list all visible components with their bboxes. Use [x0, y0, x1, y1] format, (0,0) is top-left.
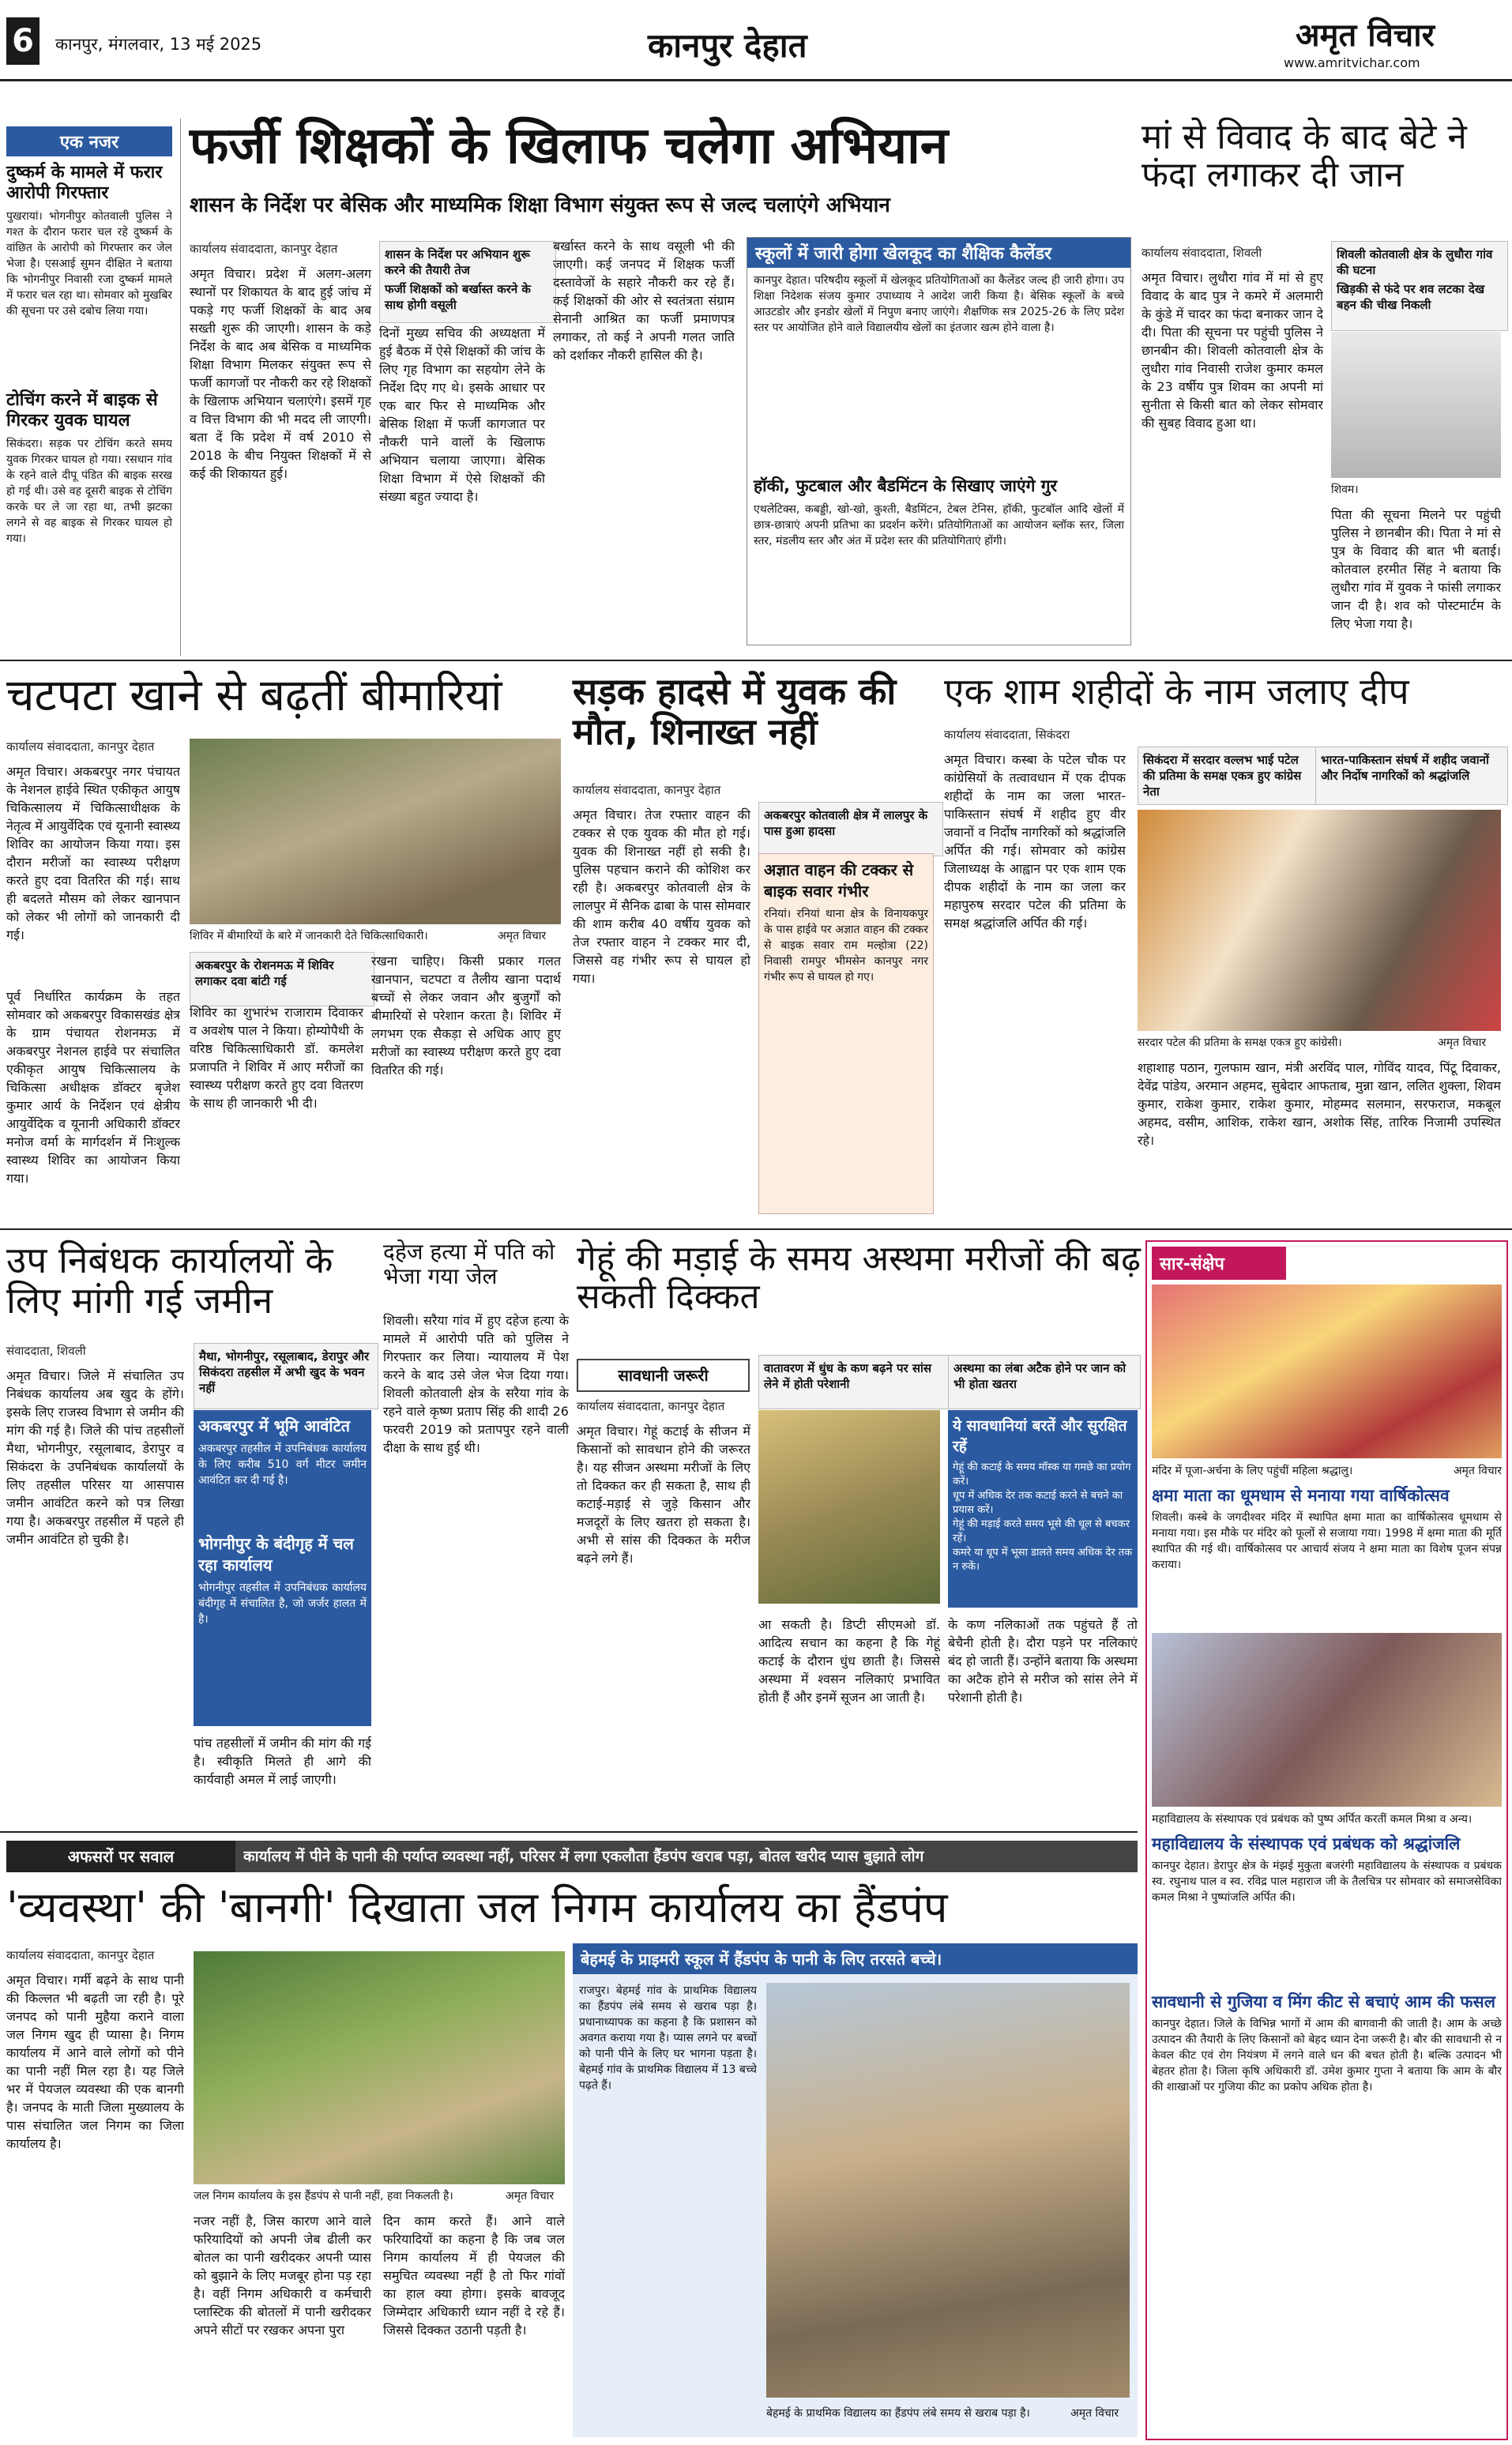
asthma-body-3: के कण नलिकाओं तक पहुंचते हैं तो बेचैनी होती है। दौरा पड़ने पर नलिकाएं बंद हो जाती हैं। उन्होंने बताया कि अस्थमा का अटैक होने से मरीज को सांस लेने में परेशानी होती है।: [948, 1617, 1138, 1705]
water-tag: अफसरों पर सवाल: [6, 1841, 235, 1872]
box-headline: अकबरपुर में भूमि आवंटित: [198, 1416, 351, 1435]
bullet-item: फर्जी शिक्षकों को बर्खास्त करने के साथ होगी वसूली: [385, 282, 531, 312]
bullet-item: शिवली कोतवाली क्षेत्र के लुधौरा गांव की घटना: [1337, 247, 1493, 277]
website-link[interactable]: www.amritvichar.com: [1284, 55, 1420, 70]
lead-col1: अमृत विचार। प्रदेश में अलग-अलग स्थानों पर शिकायत के बाद हुई जांच में पकड़े गए फर्जी शिक्षकों के बाद अब सख्ती शुरू की जाएगी। शासन के कड़े निर्देश के बाद अब बेसिक व माध्यमिक शिक्षा विभाग मिलकर संयुक्त रूप से फर्जी कागजों पर नौकरी कर रहे शिक्षकों के खिलाफ अभियान चलाएंगे। इसमें गृह व वित्त विभाग की भी मदद ली जाएगी। बता दें कि प्रदेश में वर्ष 2010 से 2018 के बीच नियुक्त शिक्षकों में से कई की शिकायत हुई।: [190, 266, 371, 481]
asthma-headline: गेहूं की मड़ाई के समय अस्थमा मरीजों की बढ़ सकती दिक्कत: [577, 1239, 1141, 1318]
water-strip-text: कार्यालय में पीने के पानी की पर्याप्त व्यवस्था नहीं, परिसर में लगा एकलौता हैंडपंप खराब पड़ा, बोतल खरीद प्यास बुझाते लोग: [243, 1848, 924, 1865]
attendee-names: शहाशाह पठान, गुलफाम खान, मंत्री अरविंद पाल, गोविंद यादव, पिंटू दिवाकर, देवेंद्र पांडेय, अरमान अहमद, सुबेदार आफताब, मुन्ना खान, ललित शुक्ला, शिवम कुमार, राकेश कुमार, राकेश कुमार, मोहम्मद सलमान, सरफराज, मकबूल अहमद, वसीम, आशिक, राकेश खान, अशोक सिंह, तारिक निजामी उपस्थित रहे।: [1138, 1060, 1501, 1148]
lead-bullet-box: [379, 241, 556, 323]
brief-body: पुखरायां। भोगनीपुर कोतवाली पुलिस ने गश्त के दौरान फरार चल रहे दुष्कर्म के वांछित के आरोपी को गिरफ्तार कर जेल भेजा है। एसआई सुमन दीक्षित ने बताया कि भोगनीपुर निवासी रजा दुष्कर्म मामले में फरार चल रहा था। सोमवार को मुखबिर की सूचना पर उसे दबोच लिया गया।: [6, 210, 172, 318]
mother-bullet-box: [1331, 241, 1508, 331]
mother-body-2: पिता की सूचना मिलने पर पहुंची पुलिस ने छानबीन की। पिता ने मां से पुत्र के विवाद की बात भी बताई। कोतवाल हरमीत सिंह ने बताया कि लुधौरा गांव में युवक ने फांसी लगाकर जान दी है। शव को पोस्टमार्टम के लिए भेजा गया है।: [1331, 507, 1501, 631]
martyrs-body: अमृत विचार। कस्बा के पटेल चौक पर कांग्रेसियों के तत्वावधान में एक दीपक शहीदों के नाम का जला भारत-पाकिस्तान संघर्ष में शहीद हुए वीर जवानों व निर्दोष नागरिकों को श्रद्धांजलि अर्पित की गई। सोमवार को कांग्रेस जिलाध्यक्ष के आह्वान पर एक शाम एक दीपक शहीदों के नाम का जला कर महापुरुष सरदार पटेल की प्रतिमा के समक्ष श्रद्धांजलि अर्पित की गई।: [944, 752, 1126, 931]
bullet-item: शासन के निर्देश पर अभियान शुरू करने की तैयारी तेज: [385, 247, 530, 277]
photo-caption: शिविर में बीमारियों के बारे में जानकारी देते चिकित्साधिकारी।: [190, 930, 428, 942]
edition-date: कानपुर, मंगलवार, 13 मई 2025: [55, 35, 262, 54]
accident-body: अमृत विचार। तेज रफ्तार वाहन की टक्कर से एक युवक की मौत हो गई। युवक की शिनाख्त नहीं हो सकी है। पुलिस पहचान कराने की कोशिश कर रही है। अकबरपुर कोतवाली क्षेत्र के लालपुर में सैनिक ढाबा के पास सोमवार की शाम करीब 40 वर्षीय युवक को तेज रफ्तार वाहन ने टक्कर मार दी, जिससे वह गंभीर रूप से घायल हो गया।: [573, 807, 750, 986]
box-headline: भोगनीपुर के बंदीगृह में चल रहा कार्यालय: [198, 1534, 354, 1574]
byline: कार्यालय संवाददाता, कानपुर देहात: [6, 1948, 155, 1962]
camp-photo: [190, 739, 561, 924]
water-body: अमृत विचार। गर्मी बढ़ने के साथ पानी की किल्लत भी बढ़ती जा रही है। पूरे जनपद को पानी मुहैया कराने वाला जल निगम खुद ही प्यासा है। निगम कार्यालय में आने वाले लोगों को पीने का पानी नहीं मिल रहा है। यह जिले भर में पेयजल व्यवस्था की एक बानगी है। जनपद के माती जिला मुख्यालय के पास संचालित जल निगम का जिला कार्यालय है।: [6, 1973, 184, 2151]
sports-calendar-box: [747, 237, 1131, 645]
college-photo: [1152, 1633, 1502, 1807]
byline: कार्यालय संवाददाता, कानपुर देहात: [190, 242, 338, 256]
chatpata-col3: शिविर का शुभारंभ राजाराम दिवाकर व अवशेष पाल ने किया। होम्योपैथी के वरिष्ठ चिकित्साधिकारी डॉ. कमलेश प्रजापति ने शिविर में आए मरीजों का स्वास्थ्य परीक्षण करते हुए दवा वितरण के साथ ही जानकारी भी दी।: [190, 1005, 363, 1111]
column-divider: [180, 118, 181, 656]
dowry-body: शिवली। सरैया गांव में हुए दहेज हत्या के मामले में आरोपी पति को पुलिस ने गिरफ्तार कर लिया। न्यायालय में पेश करने के बाद उसे जेल भेज दिया गया। शिवली कोतवाली क्षेत्र के सरैया गांव के रहने वाले कृष्ण प्रताप सिंह की शादी 26 फरवरी 2019 को प्रतापपुर रहने वाली दीक्षा के साथ हुई थी।: [383, 1313, 569, 1455]
sports-subhead: हॉकी, फुटबाल और बैडमिंटन के सिखाए जाएंगे गुर: [754, 476, 1058, 495]
saar-sankshep-box: [1145, 1240, 1508, 2440]
accident-side-box: [758, 853, 934, 1214]
accident-headline: सड़क हादसे में युवक की मौत, शिनाख्त नहीं: [573, 670, 897, 753]
water-col2: नजर नहीं है, जिस कारण आने वाले फरियादियों को अपनी जेब ढीली कर बोतल का पानी खरीदकर अपनी प्यास को बुझाने के लिए मजबूर होना पड़ रहा है। वहीं निगम अधिकारी व कर्मचारी प्लास्टिक की बोतलों में पानी खरीदकर अपने सीटों पर रखकर अपना पुरा: [194, 2214, 371, 2338]
brief-body: कानपुर देहात। डेरापुर क्षेत्र के मंझई मुकुता बजरंगी महाविद्यालय के संस्थापक व प्रबंधक स्व. रघुनाथ पाल व स्व. रविद्र पाल महाराज जी के तैलचित्र पर सोमवार को समाजसेविका कमल मिश्रा ने पुष्पांजलि अर्पित की।: [1152, 1860, 1502, 1904]
chatpata-col2: रखना चाहिए। किसी प्रकार गलत खानपान, चटपटा व तैलीय खाना पदार्थ बच्चों से लेकर जवान और बुजुर्गों को बीमारियों से परेशान करता है। शिविर में लगभग एक सैकड़ा से अधिक आए हुए मरीजों का स्वास्थ्य परीक्षण करते हुए दवा वितरित की गई।: [371, 954, 561, 1078]
brief-body: सिकंदरा। सड़क पर टोचिंग करते समय युवक गिरकर घायल हो गया। रसधान गांव के रहने वाले दीपू पंडित की बाइक सरख हो गई थी। उसे वह दूसरी बाइक से टोचिंग करके घर ले जा रहा था, तभी झटका लगने से वह बाइक से गिरकर घायल हो गया।: [6, 438, 172, 545]
chatpata-headline: चटपटा खाने से बढ़तीं बीमारियां: [6, 670, 502, 721]
tip-item: धूप में अधिक देर तक कटाई करने से बचने का प्रयास करें।: [953, 1490, 1123, 1516]
brief-headline: टोचिंग करने में बाइक से गिरकर युवक घायल: [6, 390, 158, 431]
registrar-tail: पांच तहसीलों में जमीन की मांग की गई है। स्वीकृति मिलते ही आगे की कार्यवाही अमल में लाई जाएगी।: [194, 1736, 371, 1787]
photo-caption: सरदार पटेल की प्रतिमा के समक्ष एकत्र हुए कांग्रेसी।: [1138, 1036, 1342, 1049]
handpump-photo: [194, 1951, 565, 2184]
section-divider: [0, 1831, 1138, 1833]
section-divider: [0, 1228, 1512, 1230]
photo-credit: अमृत विचार: [506, 2190, 555, 2202]
photo-caption: शिवम।: [1331, 483, 1359, 496]
martyrs-bullet: भारत-पाकिस्तान संघर्ष में शहीद जवानों और निर्दोष नागरिकों को श्रद्धांजलि: [1315, 747, 1508, 805]
accident-bullet: अकबरपुर कोतवाली क्षेत्र में लालपुर के पास हुआ हादसा: [758, 802, 943, 856]
photo-caption: मंदिर में पूजा-अर्चना के लिए पहुंचीं महिला श्रद्धालु।: [1152, 1465, 1353, 1477]
bullet-item: खिड़की से फंदे पर शव लटका देख बहन की चीख निकली: [1337, 282, 1485, 312]
registrar-bullet: मैथा, भोगनीपुर, रसूलाबाद, डेरापुर और सिकंदरा तहसील में अभी खुद के भवन नहीं: [194, 1343, 378, 1409]
tip-item: कमरे या धूप में भूसा डालते समय अधिक देर तक न रुकें।: [953, 1547, 1133, 1573]
asthma-bullet: अस्थमा का लंबा अटैक होने पर जान को भी होता खतरा: [948, 1355, 1141, 1409]
lead-col2: दिनों मुख्य सचिव की अध्यक्षता में हुई बैठक में ऐसे शिक्षकों की जांच के लिए गृह विभाग का सहयोग लेने के निर्देश दिए गए थे। इसके आधार पर एक बार फिर से माध्यमिक और बेसिक शिक्षा में फर्जी कागजात पर नौकरी पाने वालों के खिलाफ अभियान चलाया जाएगा। बेसिक शिक्षा विभाग में ऐसे शिक्षकों की संख्या बहुत ज्यादा है।: [379, 325, 545, 504]
school-photo: [766, 1983, 1130, 2398]
tribute-photo: [1138, 810, 1501, 1031]
tips-list: [948, 1461, 1138, 1574]
caption-row: [1152, 1463, 1502, 1478]
byline: कार्यालय संवाददाता, कानपुर देहात: [577, 1399, 725, 1413]
box-body: अकबरपुर तहसील में उपनिबंधक कार्यालय के लिए करीब 510 वर्ग मीटर जमीन आवंटित कर दी गई है।: [198, 1443, 367, 1487]
brief-headline: महाविद्यालय के संस्थापक एवं प्रबंधक को श्रद्धांजलि: [1152, 1834, 1461, 1853]
tips-headline: ये सावधानियां बरतें और सुरक्षित रहें: [953, 1417, 1127, 1455]
harvest-photo: [758, 1410, 940, 1604]
mother-headline: मां से विवाद के बाद बेटे ने फंदा लगाकर दी जान: [1142, 117, 1467, 196]
water-strip: [6, 1841, 1138, 1872]
lead-headline: फर्जी शिक्षकों के खिलाफ चलेगा अभियान: [190, 117, 949, 175]
saar-tag: सार-संक्षेप: [1152, 1247, 1286, 1280]
byline: कार्यालय संवाददाता, शिवली: [1142, 246, 1262, 260]
tip-item: गेहूं की कटाई के समय मॉस्क या गमछे का प्रयोग करें।: [953, 1461, 1131, 1488]
photo-credit: अमृत विचार: [1453, 1465, 1502, 1477]
school-handpump-box: [573, 1943, 1138, 2437]
brief-headline: क्षमा माता का धूमधाम से मनाया गया वार्षिकोत्सव: [1152, 1486, 1450, 1505]
masthead-logo: अमृत विचार: [1296, 17, 1435, 54]
sports-body-2: एथलेटिक्स, कबड्डी, खो-खो, कुश्ती, बैडमिंटन, टेबल टेनिस, हॉकी, फुटबॉल आदि खेलों में छात्र-छात्राएं अपनी प्रतिभा का प्रदर्शन करेंगे। प्रतियोगिताओं का आयोजन ब्लॉक स्तर, जिला स्तर, मंडलीय स्तर और अंत में प्रदेश स्तर की प्रतियोगिताएं होंगी।: [754, 503, 1124, 547]
water-col3: दिन काम करते हैं। आने वाले फरियादियों का कहना है कि जब जल निगम कार्यालय में ही पेयजल की समुचित व्यवस्था नहीं है तो फिर गांवों का हाल क्या होगा। इसके बावजूद जिम्मेदार अधिकारी ध्यान नहीं दे रहे हैं। जिससे दिक्कत उठानी पड़ती है।: [383, 2214, 565, 2338]
asthma-bullet: वातावरण में धुंध के कण बढ़ने पर सांस लेने में होती परेशानी: [758, 1355, 951, 1409]
brief-headline: सावधानी से गुजिया व मिंग कीट से बचाएं आम की फसल: [1152, 1992, 1495, 2011]
dowry-headline: दहेज हत्या में पति को भेजा गया जेल: [383, 1239, 555, 1289]
box-body: भोगनीपुर तहसील में उपनिबंधक कार्यालय बंदीगृह में संचालित है, जो जर्जर हालत में है।: [198, 1582, 367, 1626]
tips-box: [948, 1410, 1138, 1608]
chatpata-body-b: पूर्व निर्धारित कार्यक्रम के तहत सोमवार को अकबरपुर विकासखंड क्षेत्र के ग्राम पंचायत रोशनमऊ में अकबरपुर नेशनल हाईवे पर संचालित एकीकृत आयुष चिकित्सालय के चिकित्सा अधीक्षक डॉक्टर बृजेश कुमार आर्य के निर्देशन एवं क्षेत्रीय आयुर्वेदिक व यूनानी अधिकारी डॉक्टर मनोज वर्मा के मार्गदर्शन में निःशुल्क स्वास्थ्य शिविर का आयोजन किया गया।: [6, 989, 180, 1186]
brief-body: कानपुर देहात। जिले के विभिन्न भागों में आम की बागवानी की जाती है। आम के अच्छे उत्पादन की तैयारी के लिए किसानों को बेहद ध्यान देना जरूरी है। बौर की सावधानी से न केवल कीट एवं रोग नियंत्रण में लगने वाले धन की बचत होती है। बल्कि उत्पादन भी बेहतर होता है। जिला कृषि अधिकारी डॉ. उमेश कुमार गुप्ता ने बताया कि आम के बौर की शाखाओं पर गुजिया कीट का प्रकोप अधिक होता है।: [1152, 2018, 1502, 2093]
tip-item: गेहूं की मड़ाई करते समय भूसे की धूल से बचकर रहें।: [953, 1518, 1130, 1544]
ek-nazar-column: [6, 126, 172, 648]
lead-subhead: शासन के निर्देश पर बेसिक और माध्यमिक शिक्षा विभाग संयुक्त रूप से जल्द चलाएंगे अभियान: [190, 194, 890, 217]
sports-headline: स्कूलों में जारी होगा खेलकूद का शैक्षिक कैलेंडर: [747, 238, 1130, 268]
asthma-tag: सावधानी जरूरी: [577, 1359, 750, 1392]
asthma-body: अमृत विचार। गेहूं कटाई के सीजन में किसानों को सावधान होने की जरूरत है। यह सीजन अस्थमा मरीजों के लिए तो दिक्कत कर ही सकता है, साथ ही कटाई-मड़ाई से जुड़े किसान और मजदूरों के लिए खतरा हो सकता है। अभी से सांस की दिक्कत के मरीज बढ़ने लगे हैं।: [577, 1424, 750, 1566]
brief-headline: दुष्कर्म के मामले में फरार आरोपी गिरफ्तार: [6, 163, 163, 203]
registrar-body: अमृत विचार। जिले में संचालित उप निबंधक कार्यालय अब खुद के होंगे। इसके लिए राजस्व विभाग से जमीन की मांग की गई है। जिले की पांच तहसीलों मैथा, भोगनीपुर, रसूलाबाद, डेरापुर व सिकंदरा के उपनिबंधक कार्यालयों के लिए तहसील परिसर या आसपास जमीन आवंटित करने को पत्र लिखा गया है। अकबरपुर तहसील में पहले ही जमीन आवंटित हो चुकी है।: [6, 1368, 184, 1547]
byline: संवाददाता, शिवली: [6, 1344, 86, 1358]
school-body: राजपुर। बेहमई गांव के प्राथमिक विद्यालय का हैंडपंप लंबे समय से खराब पड़ा है। प्रधानाध्यापक का कहना है कि प्रशासन को अवगत कराया गया है। प्यास लगने पर बच्चों को पानी पीने के लिए घर भागना पड़ता है। बेहमई गांव के प्राथमिक विद्यालय में 13 बच्चे पढ़ते हैं।: [579, 1984, 757, 2092]
page-number: 6: [6, 17, 39, 65]
photo-credit: अमृत विचार: [1438, 1036, 1487, 1049]
water-headline: 'व्यवस्था' की 'बानगी' दिखाता जल निगम कार्यालय का हैंडपंप: [6, 1883, 948, 1932]
byline: कार्यालय संवाददाता, कानपुर देहात: [6, 739, 155, 754]
school-headline: बेहमई के प्राइमरी स्कूल में हैंडपंप के पानी के लिए तरसते बच्चे।: [573, 1943, 1138, 1974]
photo-caption: जल निगम कार्यालय के इस हैंडपंप से पानी नहीं, हवा निकलती है।: [194, 2190, 453, 2202]
section-title: कानपुर देहात: [648, 26, 807, 65]
chatpata-body: अमृत विचार। अकबरपुर नगर पंचायत के नेशनल हाईवे स्थित एकीकृत आयुष चिकित्सालय में चिकित्साधीक्षक के नेतृत्व में आयुर्वेदिक एवं यूनानी स्वास्थ्य शिविर का आयोजन किया गया। इस दौरान मरीजों का स्वास्थ्य परीक्षण करते हुए दवा वितरित की गई। साथ ही बदलते मौसम को लेकर खानपान को लेकर भी लोगों को जानकारी दी गई।: [6, 764, 180, 942]
side-box-body: रनियां। रनियां थाना क्षेत्र के विनायकपुर के पास हाईवे पर अज्ञात वाहन की टक्कर से बाइक सवार राम मल्होत्रा (22) निवासी रामपुर भीमसेन कानपुर नगर गंभीर रूप से घायल हो गए।: [764, 908, 928, 984]
lead-col3: बर्खास्त करने के साथ वसूली भी की जाएगी। कई जनपद में शिक्षक फर्जी दस्तावेजों के सहारे नौकरी कर रहे हैं। कई शिक्षकों की ओर से स्वतंत्रता संग्राम सेनानी आश्रित का फर्जी प्रमाणपत्र लगाकर, तो कई ने अपनी गलत जाति को दर्शाकर नौकरी हासिल की है।: [553, 239, 735, 363]
page-header: [0, 0, 1512, 81]
sports-body: कानपुर देहात। परिषदीय स्कूलों में खेलकूद प्रतियोगिताओं का कैलेंडर जल्द ही जारी होगा। उप शिक्षा निदेशक संजय कुमार उपाध्याय ने आदेश जारी किया है। बेसिक स्कूलों के बच्चे आउटडोर और इनडोर खेलों में निपुण बनाए जाएंगे। शैक्षणिक सत्र 2025-26 के लिए प्रदेश स्तर पर आयोजित होने वाले विद्यालयीय खेलों का इंतजार खत्म होने वाला है।: [754, 274, 1124, 334]
photo-credit: अमृत विचार: [498, 930, 547, 942]
temple-photo: [1152, 1285, 1502, 1458]
chatpata-bullet: अकबरपुर के रोशनमऊ में शिविर लगाकर दवा बांटी गई: [190, 952, 374, 1006]
martyrs-bullet: सिकंदरा में सरदार वल्लभ भाई पटेल की प्रतिमा के समक्ष एकत्र हुए कांग्रेस नेता: [1138, 747, 1318, 805]
registrar-headline: उप निबंधक कार्यालयों के लिए मांगी गई जमीन: [6, 1239, 333, 1322]
byline: कार्यालय संवाददाता, कानपुर देहात: [573, 783, 721, 797]
asthma-body-2: आ सकती है। डिप्टी सीएमओ डॉ. आदित्य सचान का कहना है कि गेहूं कटाई के दौरान धुंध छाती है। जिससे अस्थमा में श्वसन नलिकाएं प्रभावित होती हैं और इनमें सूजन आ जाती है।: [758, 1617, 940, 1705]
victim-photo: [1331, 332, 1501, 478]
photo-caption: महाविद्यालय के संस्थापक एवं प्रबंधक को पुष्प अर्पित करतीं कमल मिश्रा व अन्य।: [1152, 1813, 1473, 1826]
mother-body: अमृत विचार। लुधौरा गांव में मां से हुए विवाद के बाद पुत्र ने कमरे में अलमारी के कुंडे में चादर का फंदा बनाकर जान दे दी। पिता की सूचना पर पहुंची पुलिस ने छानबीन की। शिवली कोतवाली क्षेत्र के लुधौरा गांव निवासी राजेश कुमार कमल के 23 वर्षीय पुत्र शिवम का अपनी मां सुनीता से किसी बात को लेकर सोमवार की सुबह विवाद हुआ था।: [1142, 270, 1323, 431]
section-divider: [0, 660, 1512, 661]
photo-caption: बेहमई के प्राथमिक विद्यालय का हैंडपंप लंबे समय से खराब पड़ा है।: [766, 2407, 1030, 2420]
ek-nazar-tag: एक नजर: [6, 126, 172, 156]
photo-credit: अमृत विचार: [1070, 2407, 1119, 2420]
byline: कार्यालय संवाददाता, सिकंदरा: [944, 728, 1070, 742]
registrar-blue-box: [194, 1410, 371, 1726]
brief-body: शिवली। कस्बे के जगदीश्वर मंदिर में स्थापित क्षमा माता का वार्षिकोत्सव धूमधाम से मनाया गया। इस मौके पर मंदिर को फूलों से सजाया गया। 1998 में क्षमा माता की मूर्ति स्थापित की गई थी। वार्षिकोत्सव पर आचार्य संजय ने क्षमा माता का विशेष पूजन संपन्न कराया।: [1152, 1511, 1502, 1571]
side-box-headline: अज्ञात वाहन की टक्कर से बाइक सवार गंभीर: [764, 860, 914, 901]
martyrs-headline: एक शाम शहीदों के नाम जलाए दीप: [944, 670, 1409, 713]
